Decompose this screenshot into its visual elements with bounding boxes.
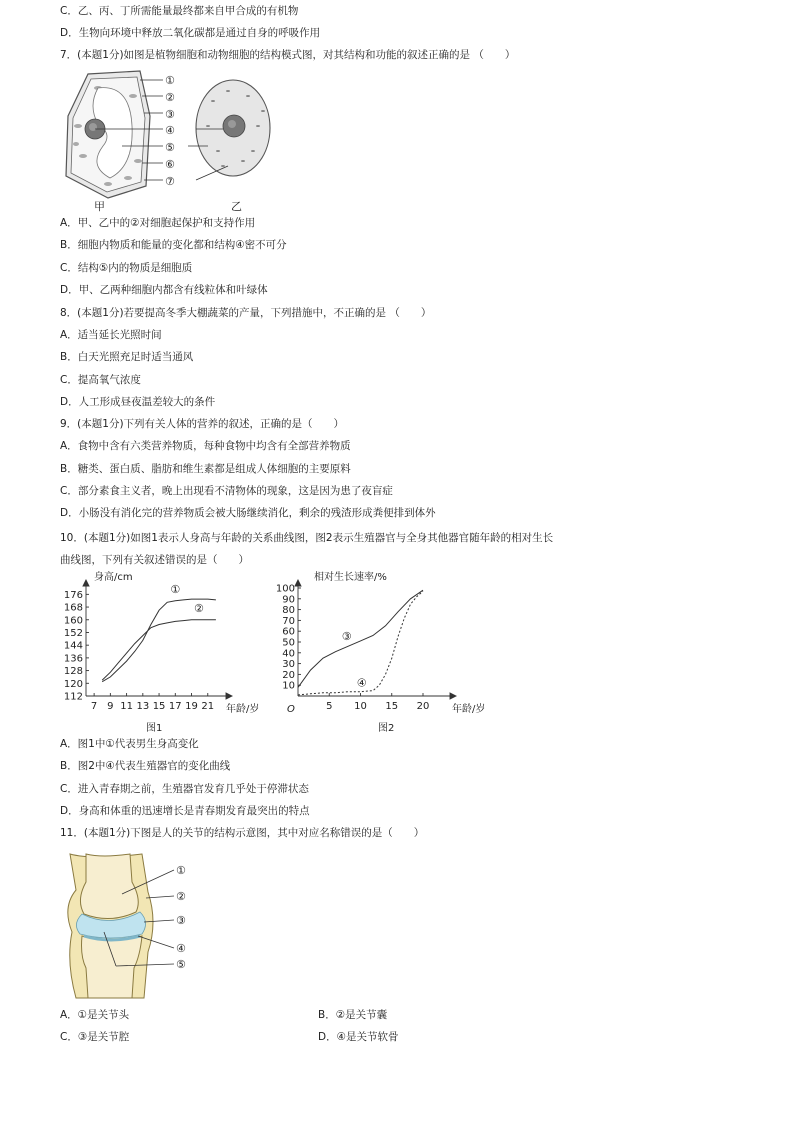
chart-height-vs-age <box>58 568 258 738</box>
chart1-series-label-2: ② <box>193 601 204 615</box>
joint-head-bone <box>80 854 138 919</box>
chart2-series-label-4: ④ <box>356 676 367 690</box>
q10-stem-line2: 曲线图，下列有关叙述错误的是（ ） <box>60 554 249 566</box>
q8-option-a: A．适当延长光照时间 <box>60 329 162 341</box>
q11-option-b: B．②是关节囊 <box>318 1009 388 1021</box>
q11-option-c: C．③是关节腔 <box>60 1031 130 1043</box>
caption-jia: 甲 <box>94 200 105 213</box>
y-tick-label: 176 <box>63 589 83 601</box>
chart1-series-label-1: ① <box>170 582 181 596</box>
q9-option-c: C．部分素食主义者，晚上出现看不清物体的现象，这是因为患了夜盲症 <box>60 485 393 497</box>
chart2-origin: O <box>287 704 295 715</box>
q6-option-c: C．乙、丙、丁所需能量最终都来自甲合成的有机物 <box>60 5 299 17</box>
q11-label-5: ⑤ <box>176 958 186 971</box>
q10-option-c: C．进入青春期之前，生殖器官发育几乎处于停滞状态 <box>60 783 309 795</box>
chart2-series-label-3: ③ <box>341 629 352 643</box>
x-tick-label: 10 <box>354 701 367 712</box>
x-tick-label: 13 <box>136 701 150 712</box>
q11-label-3: ③ <box>176 914 186 927</box>
q11-option-a: A．①是关节头 <box>60 1009 130 1021</box>
x-tick-label: 5 <box>326 701 333 712</box>
chart1-title: 图1 <box>146 723 163 734</box>
y-tick-label: 100 <box>275 583 295 595</box>
y-tick-label: 168 <box>63 602 83 614</box>
q7-label-7: ⑦ <box>165 175 175 188</box>
q8-option-c: C．提高氧气浓度 <box>60 374 141 386</box>
series-line-1 <box>298 590 423 690</box>
x-tick-label: 7 <box>90 701 98 712</box>
q11-option-d: D．④是关节软骨 <box>318 1031 399 1043</box>
y-tick-label: 70 <box>282 615 295 627</box>
y-tick-label: 144 <box>63 640 83 652</box>
chart2-xlabel: 年龄/岁 <box>452 704 486 715</box>
q11-label-4: ④ <box>176 942 186 955</box>
animal-nucleolus <box>228 120 236 128</box>
joint-structure-figure <box>62 852 202 1000</box>
y-tick-label: 50 <box>282 637 295 649</box>
q11-label-2: ② <box>176 890 186 903</box>
y-tick-label: 128 <box>63 666 83 678</box>
chart2-ylabel: 相对生长速率/% <box>314 572 387 583</box>
x-tick-label: 9 <box>107 701 114 712</box>
y-tick-label: 60 <box>282 626 295 638</box>
chart-relative-growth <box>275 568 502 738</box>
y-axis-arrow <box>295 580 301 586</box>
x-tick-label: 15 <box>385 701 399 712</box>
y-tick-label: 90 <box>282 594 295 606</box>
q9-stem: 9．(本题1分)下列有关人体的营养的叙述，正确的是（ ） <box>60 418 345 430</box>
q11-stem: 11．(本题1分)下图是人的关节的结构示意图，其中对应名称错误的是（ ） <box>60 827 425 839</box>
q7-label-4: ④ <box>165 124 175 137</box>
y-tick-label: 152 <box>63 627 83 639</box>
chart1-xlabel: 年龄/岁 <box>226 704 260 715</box>
x-tick-label: 20 <box>416 701 430 712</box>
q7-label-1: ① <box>165 74 175 87</box>
series-line-2 <box>102 620 216 680</box>
y-tick-label: 136 <box>63 653 83 665</box>
cell-structure-figure <box>58 66 288 214</box>
q7-label-2: ② <box>165 91 175 104</box>
y-tick-label: 30 <box>282 659 295 671</box>
y-tick-label: 160 <box>63 615 83 627</box>
q10-option-a: A．图1中①代表男生身高变化 <box>60 738 199 750</box>
y-tick-label: 112 <box>63 691 83 703</box>
q8-stem: 8．(本题1分)若要提高冬季大棚蔬菜的产量，下列措施中，不正确的是 （ ） <box>60 307 432 319</box>
caption-yi: 乙 <box>231 200 242 213</box>
q7-label-6: ⑥ <box>165 158 175 171</box>
x-tick-label: 11 <box>120 701 133 712</box>
x-axis-arrow <box>450 693 456 699</box>
y-tick-label: 20 <box>282 669 295 681</box>
q6-option-d: D．生物向环境中释放二氧化碳都是通过自身的呼吸作用 <box>60 27 321 39</box>
q11-label-1: ① <box>176 864 186 877</box>
x-axis-arrow <box>226 693 232 699</box>
y-tick-label: 80 <box>282 605 295 617</box>
y-tick-label: 40 <box>282 648 295 660</box>
q7-option-d: D．甲、乙两种细胞内都含有线粒体和叶绿体 <box>60 284 268 296</box>
q9-option-a: A．食物中含有六类营养物质，每种食物中均含有全部营养物质 <box>60 440 351 452</box>
y-tick-label: 10 <box>282 680 295 692</box>
q8-option-d: D．人工形成昼夜温差较大的条件 <box>60 396 216 408</box>
q7-label-5: ⑤ <box>165 141 175 154</box>
q7-option-c: C．结构⑤内的物质是细胞质 <box>60 262 193 274</box>
y-tick-label: 120 <box>63 678 83 690</box>
q7-option-b: B．细胞内物质和能量的变化都和结构④密不可分 <box>60 239 287 251</box>
chart2-title: 图2 <box>378 723 395 734</box>
q7-stem: 7．(本题1分)如图是植物细胞和动物细胞的结构模式图，对其结构和功能的叙述正确的是 （ ） <box>60 49 516 61</box>
q10-stem-line1: 10．(本题1分)如图1表示人身高与年龄的关系曲线图，图2表示生殖器官与全身其他器官随年龄的相对生长 <box>60 532 554 544</box>
x-tick-label: 17 <box>168 701 182 712</box>
y-axis-arrow <box>83 580 89 586</box>
q10-option-d: D．身高和体重的迅速增长是青春期发育最突出的特点 <box>60 805 310 817</box>
q9-option-d: D．小肠没有消化完的营养物质会被大肠继续消化，剩余的残渣形成粪便排到体外 <box>60 507 436 519</box>
plant-nucleolus <box>89 123 97 131</box>
chart1-ylabel: 身高/cm <box>94 572 133 583</box>
x-tick-label: 19 <box>185 701 198 712</box>
x-tick-label: 15 <box>152 701 166 712</box>
q8-option-b: B．白天光照充足时适当通风 <box>60 351 194 363</box>
q9-option-b: B．糖类、蛋白质、脂肪和维生素都是组成人体细胞的主要原料 <box>60 463 351 475</box>
joint-socket-bone <box>82 936 143 998</box>
x-tick-label: 21 <box>201 701 215 712</box>
q7-option-a: A．甲、乙中的②对细胞起保护和支持作用 <box>60 217 256 229</box>
q7-label-3: ③ <box>165 108 175 121</box>
q10-option-b: B．图2中④代表生殖器官的变化曲线 <box>60 760 231 772</box>
